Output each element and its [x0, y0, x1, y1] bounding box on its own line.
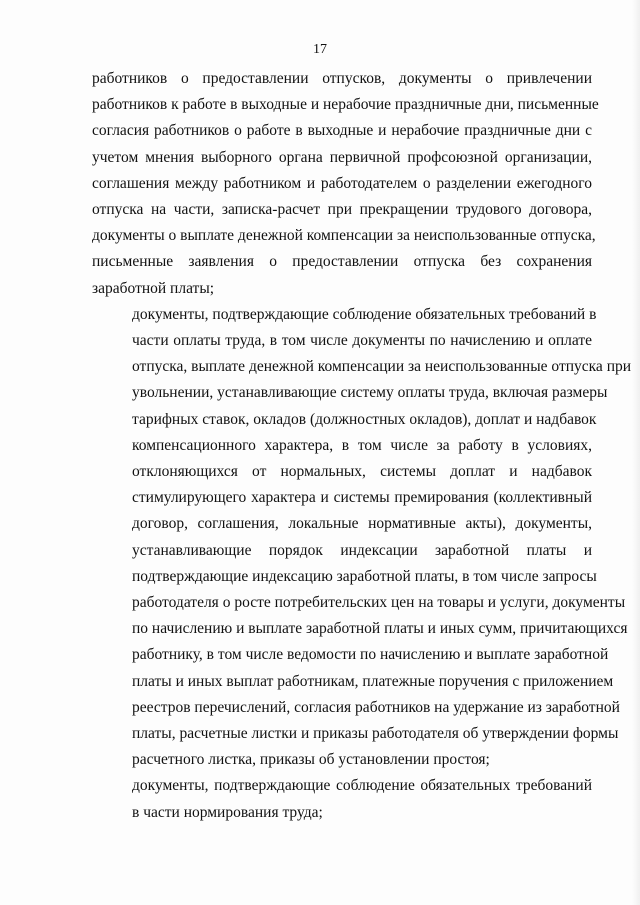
- text-line: работников к работе в выходные и нерабочие праздничные дни, письменные: [92, 96, 599, 114]
- text-line: платы и иных выплат работникам, платежные поручения с приложением: [132, 672, 614, 690]
- text-line: по начислению и выплате заработной платы и иных сумм, причитающихся: [132, 620, 628, 638]
- document-body: [92, 66, 632, 826]
- text-line: тарифных ставок, окладов (должностных окладов), доплат и надбавок: [132, 410, 597, 428]
- text-line: подтверждающие индексацию заработной платы, в том числе запросы: [132, 567, 597, 585]
- text-line: работников о предоставлении отпусков, документы о привлечении: [92, 70, 592, 87]
- text-line: согласия работников о работе в выходные и нерабочие праздничные дни с: [92, 122, 592, 140]
- text-line: заработной платы;: [92, 279, 215, 297]
- text-line: документы, подтверждающие соблюдение обязательных требований: [132, 777, 592, 795]
- text-line: компенсационного характера, в том числе за работу в условиях,: [132, 436, 592, 454]
- text-line: отпуска на части, записка-расчет при прекращении трудового договора,: [92, 201, 592, 219]
- text-line: работодателя о росте потребительских цен на товары и услуги, документы: [132, 594, 626, 612]
- page-edge-shadow: [632, 0, 640, 905]
- text-line: работнику, в том числе ведомости по начислению и выплате заработной: [132, 646, 609, 664]
- text-line: отклоняющихся от нормальных, системы доплат и надбавок: [132, 463, 592, 481]
- text-line: расчетного листка, приказы об установлении простоя;: [132, 751, 490, 769]
- text-line: реестров перечислений, согласия работников на удержание из заработной: [132, 698, 620, 716]
- paragraph: [92, 66, 599, 302]
- text-line: договор, соглашения, локальные нормативные акты), документы,: [132, 515, 592, 533]
- text-line: соглашения между работником и работодателем о разделении ежегодного: [92, 174, 592, 192]
- text-line: стимулирующего характера и системы премирования (коллективный: [132, 489, 592, 507]
- paragraph: [92, 773, 592, 825]
- text-line: документы, подтверждающие соблюдение обязательных требований в: [132, 305, 597, 323]
- paragraph: [92, 302, 632, 774]
- text-line: части оплаты труда, в том числе документы по начислению и оплате: [132, 332, 592, 350]
- text-line: увольнении, устанавливающие систему оплаты труда, включая размеры: [132, 384, 608, 402]
- text-line: отпуска, выплате денежной компенсации за неиспользованные отпуска при: [132, 358, 632, 376]
- text-line: документы о выплате денежной компенсации за неиспользованные отпуска,: [92, 227, 596, 245]
- text-line: в части нормирования труда;: [132, 803, 323, 821]
- page-number: 17: [313, 42, 327, 57]
- text-line: платы, расчетные листки и приказы работодателя об утверждении формы: [132, 725, 619, 743]
- text-line: учетом мнения выборного органа первичной профсоюзной организации,: [92, 148, 592, 166]
- text-line: устанавливающие порядок индексации заработной платы и: [132, 541, 592, 559]
- text-line: письменные заявления о предоставлении отпуска без сохранения: [92, 253, 592, 271]
